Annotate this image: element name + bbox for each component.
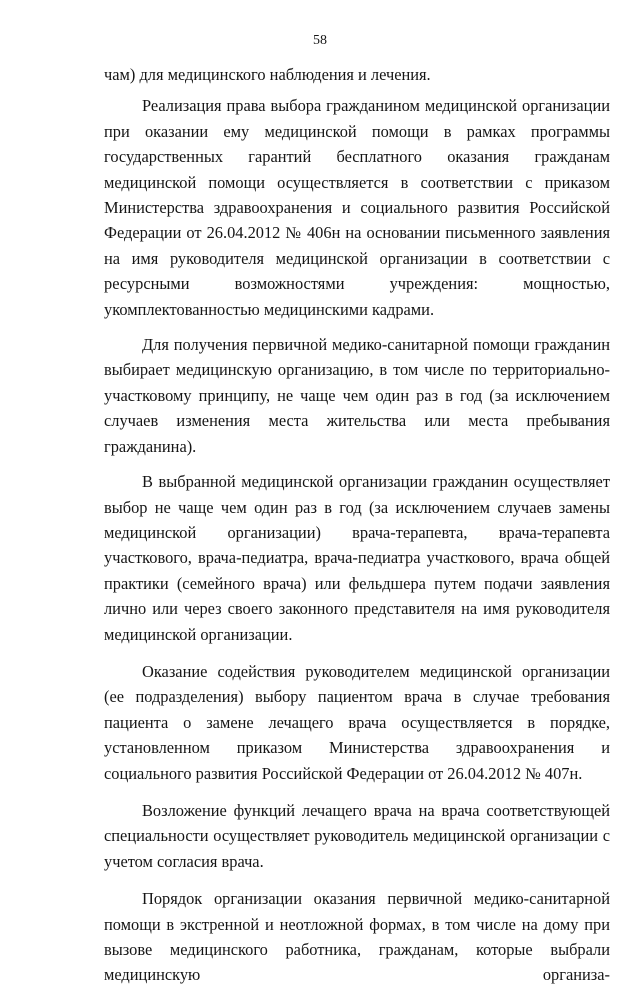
paragraph-attending-doctor-functions: Возложение функций лечащего врача на врача соответствующей специальности осуществляет руководитель медицинской организации с учетом согласия врача. [104, 800, 610, 871]
body-text [104, 62, 610, 988]
paragraph-continuation: чам) для медицинского наблюдения и лечения. [104, 65, 431, 84]
paragraph-right-of-choice: Реализация права выбора гражданином медицинской организации при оказании ему медицинской помощи в рамках программы государственных гарантий бесплатного оказания гражданам медицинской помощи осуществляется в соответствии с приказом Министерства здравоохранения и социального развития Российской Федерации от 26.04.2012 № 406н на основании письменного заявления на имя руководителя медицинской организации в соответствии с ресурсными возможностями учреждения: мощностью, укомплектованностью медицинскими кадрами. [104, 96, 610, 319]
paragraph-emergency-care-order: Порядок организации оказания первичной медико-санитарной помощи в экстренной и неотложной формах, в том числе на дому при вызове медицинского работника, гражданам, которые выбрали медицинскую организа- [104, 889, 610, 985]
paragraph-doctor-choice: В выбранной медицинской организации гражданин осуществляет выбор не чаще чем один раз в год (за исключением случаев замены медицинской организации) врача-терапевта, врача-терапевта участкового, врача-педиатра, врача-педиатра участкового, врача общей практики (семейного врача) или фельдшера путем подачи заявления лично или через своего законного представителя на имя руководителя медицинской организации. [104, 472, 610, 644]
paragraph-primary-care-choice: Для получения первичной медико-санитарной помощи гражданин выбирает медицинскую организацию, в том числе по территориально-участковому принципу, не чаще чем один раз в год (за исключением случаев изменения места жительства или места пребывания гражданина). [104, 335, 610, 456]
paragraph-doctor-replacement: Оказание содействия руководителем медицинской организации (ее подразделения) выбору пациентом врача в случае требования пациента о замене лечащего врача осуществляется в порядке, установленном приказом Министерства здравоохранения и социального развития Российской Федерации от 26.04.2012 № 407н. [104, 661, 610, 783]
page-number: 58 [313, 33, 327, 48]
